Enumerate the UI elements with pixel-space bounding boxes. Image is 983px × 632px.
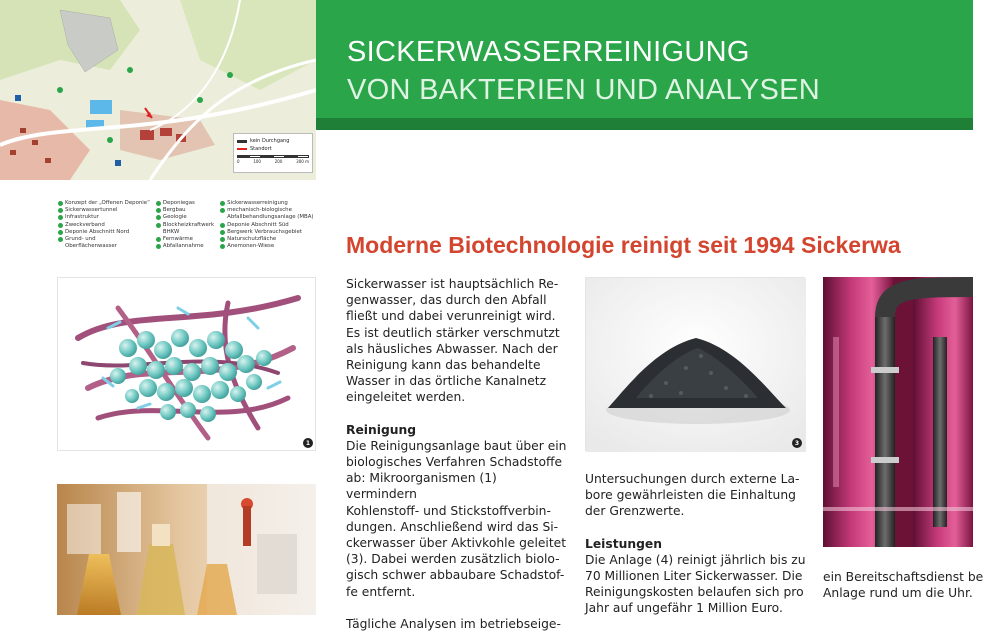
lab-paragraph: Untersuchungen durch externe La- bore gewährleisten die Einhaltung der Grenzwerte.	[585, 472, 800, 519]
scale-label: 100	[253, 159, 261, 164]
map-key-item: Anemonen-Wiese	[220, 243, 313, 250]
text-column-2	[585, 471, 810, 617]
legend-line-label: kein Durchgang	[250, 138, 290, 144]
legend-line-swatch	[237, 140, 247, 143]
map-key-item: Oberflächenwasser	[65, 243, 117, 250]
map-key-col2	[156, 200, 214, 250]
reinigung-paragraph: Die Reinigungsanlage baut über ein biologisches Verfahren Schadstoffe ab: Mikroorganismen (1) vermindern Kohlenstoff- und Stickstoffverbin- dungen. Anschließend wird das Si- ckerwasser über Aktivkohle geleitet (3). Dabei werden zusätzlich biolo- gisch schwer abbaubare Schadstof- fe entfernt.	[346, 438, 567, 599]
legend-arrow-swatch	[237, 148, 247, 150]
map-key-col1	[58, 200, 150, 250]
section-heading-reinigung: Reinigung	[346, 422, 417, 437]
map-key-item: Sickerwassertunnel	[58, 207, 150, 214]
map-key	[58, 200, 320, 250]
section-heading-leistungen: Leistungen	[585, 536, 662, 551]
section-headline: Moderne Biotechnologie reinigt seit 1994 Sickerwa	[346, 232, 901, 258]
map-key-item: Konzept der „Offenen Deponie“	[58, 200, 150, 207]
legend-row-arrow	[237, 145, 309, 153]
map-key-item: mechanisch-biologische	[220, 207, 313, 214]
site-map	[0, 0, 316, 180]
map-key-item: Bergbau	[156, 207, 214, 214]
title-banner-strip	[316, 118, 973, 130]
image-number-badge: 1	[303, 438, 313, 448]
image-number-badge: 3	[792, 438, 802, 448]
map-key-item: Sickerwasserreinigung	[220, 200, 313, 207]
standby-paragraph: ein Bereitschaftsdienst be Anlage rund um die Uhr.	[823, 570, 983, 601]
map-key-item: Blockheizkraftwerk	[156, 222, 214, 229]
analysis-paragraph: Tägliche Analysen im betriebseige-	[346, 616, 561, 631]
legend-arrow-label: Standort	[250, 146, 272, 152]
leistungen-paragraph: Die Anlage (4) reinigt jährlich bis zu 70 Millionen Liter Sickerwasser. Die Reinigungskosten belaufen sich pro Jahr auf ungefähr 1 Million Euro.	[585, 552, 806, 616]
treatment-plant-photo	[823, 277, 973, 547]
map-key-item: Infrastruktur	[58, 214, 150, 221]
page-title: SICKERWASSERREINIGUNG	[347, 36, 750, 68]
map-key-item: Zweckverband	[58, 222, 150, 229]
scale-label: 0	[237, 159, 240, 164]
scale-label: 300 m	[296, 159, 309, 164]
map-key-item: Grund- und	[58, 236, 150, 243]
map-key-item: Deponie Abschnitt Süd	[220, 222, 313, 229]
scale-labels	[237, 158, 309, 166]
legend-row-line	[237, 137, 309, 145]
map-key-item: Naturschutzfläche	[220, 236, 313, 243]
map-key-col3	[220, 200, 313, 250]
map-legend	[233, 133, 313, 173]
page-subtitle: VON BAKTERIEN UND ANALYSEN	[347, 74, 820, 106]
map-key-item: Deponiegas	[156, 200, 214, 207]
lab-glassware-photo	[57, 484, 316, 615]
map-key-item: Bergwerk Verbrauchsgebiet	[220, 229, 313, 236]
map-key-item: Deponie Abschnitt Nord	[58, 229, 150, 236]
map-key-item: Geologie	[156, 214, 214, 221]
map-key-item: BHKW	[162, 228, 180, 235]
activated-carbon-photo	[585, 277, 805, 451]
bacteria-illustration	[57, 277, 316, 451]
map-key-item: Abfallbehandlungsanlage (MBA)	[227, 214, 314, 221]
text-column-3	[823, 569, 983, 601]
map-key-item: Abfallannahme	[156, 243, 214, 250]
intro-paragraph: Sickerwasser ist hauptsächlich Re- genwasser, das durch den Abfall fließt und dabei verunreinigt wird. Es ist deutlich stärker verschmutzt als häusliches Abwasser. Nach der Reinigung kann das behandelte Wasser in das örtliche Kanalnetz eingeleitet werden.	[346, 277, 560, 405]
scale-label: 200	[274, 159, 283, 164]
map-key-item: Fernwärme	[156, 236, 214, 243]
text-column-1	[346, 276, 571, 632]
